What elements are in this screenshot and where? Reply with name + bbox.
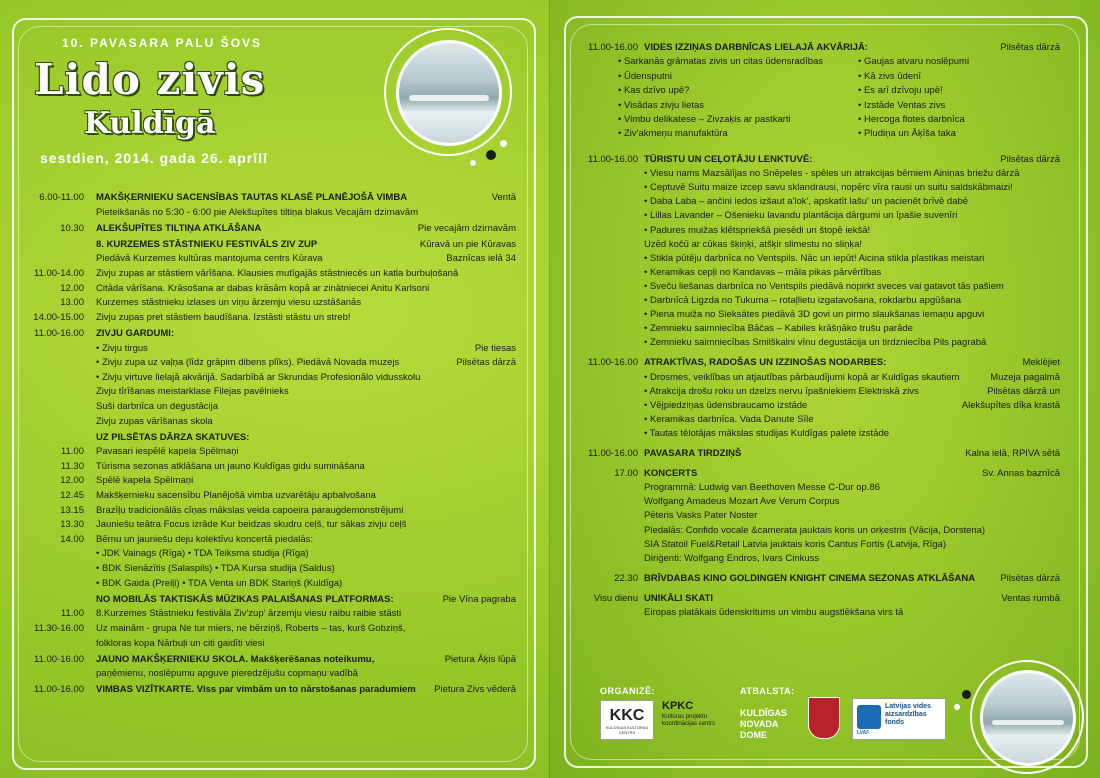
schedule-time: 11.00 <box>60 446 84 458</box>
schedule-text: Brazīļu tradicionālās cīņas mākslas veida capoeira paraugdemonstrējumi <box>96 504 404 516</box>
schedule-text: Spēlē kapela Spēlmaņi <box>96 475 194 487</box>
schedule-heading: PAVASARA TIRDZIŅŠ <box>644 448 742 459</box>
schedule-place: Pilsētas dārzā <box>1000 154 1060 165</box>
schedule-time: 6.00-11.00 <box>39 192 84 203</box>
schedule-place: Pietura Zivs vēderā <box>434 684 516 696</box>
schedule-time: 11.00-14.00 <box>33 268 84 279</box>
schedule-place: Sv. Annas baznīcā <box>982 468 1060 480</box>
schedule-text: • BDK Sienāzītis (Salaspils) • TDA Kursa studija (Saldus) <box>96 563 335 574</box>
schedule-text: • Zivju virtuve lielajā akvārijā. Sadarbībā ar Skrundas Profesionālo vidusskolu <box>96 371 421 383</box>
schedule-heading: 8. KURZEMES STĀSTNIEKU FESTIVĀLS ZIV ZUP <box>96 238 318 250</box>
schedule-text: • Stikla pūtēju darbnīca no Ventspils. Nāc un iepūt! Aicina stikla plastikas meistari <box>644 252 985 264</box>
waterfall-photo <box>396 40 502 146</box>
schedule-heading: UNIKĀLI SKATI <box>644 592 713 604</box>
kuldiga-logo-text: KULDĪGAS NOVADA DOME <box>740 708 787 740</box>
schedule-text: Pieteikšanās no 5:30 - 6:00 pie Alekšupītes tiltiņa blakus Vecajām dzirnavām <box>96 206 419 218</box>
schedule-heading: ALEKŠUPĪTES TILTIŅA ATKLĀŠANA <box>96 222 262 234</box>
schedule-text: • Atrakcija drošu roku un dzelzs nervu īpašniekiem Elektriskā zivs <box>644 385 919 397</box>
schedule-place: Pietura Āķis lūpā <box>444 653 516 665</box>
event-title: Lido zivis <box>34 55 266 104</box>
schedule-text: • Daba Laba – ančini iedos izšaut a'lok', apskatīt lašu' un pacienēt brīvē dabē <box>644 196 969 208</box>
schedule-text: • Viesu nams Mazsālījas no Snēpeles - spēles un atrakcijas bērniem Ainiņas briežu dārzā <box>644 168 1020 180</box>
schedule-text: Eiropas platākais ūdenskritums un vimbu augstlēkšana virs tā <box>644 607 904 618</box>
schedule-text: Suši darbnīca un degustācija <box>96 400 218 412</box>
right-page <box>550 0 1100 778</box>
schedule-text: paņēmienu, noslēpumu apguve pieredzējušu copmaņu vadībā <box>96 668 358 680</box>
kpkc-sub: Kultūras projektu koordinācijas centrs <box>662 714 716 727</box>
schedule-place: Muzeja pagalmā <box>990 371 1060 383</box>
schedule-place: Baznīcas ielā 34 <box>446 253 516 265</box>
schedule-time: Visu dienu <box>593 592 638 604</box>
schedule-text: Makšķernieku sacensību Planējošā vimba uzvarētāju apbalvošana <box>96 490 376 501</box>
schedule-text: • Sarkanās grāmatas zivis un citas ūdensradības <box>618 56 824 68</box>
schedule-time: 14.00 <box>60 533 84 545</box>
organize-label: ORGANIZĒ: <box>600 686 655 696</box>
schedule-text: Piedalās: Confido vocale &camerata jauktais koris un orķestris (Vācija, Dorstena) <box>644 524 986 536</box>
deco-dot <box>486 150 496 160</box>
schedule-place: Kūravā un pie Kūravas <box>419 238 516 250</box>
schedule-text: • Ūdensputni <box>618 70 673 82</box>
schedule-place: Meklējiet <box>1022 357 1060 369</box>
schedule-place: • Hercoga flotes darbnīca <box>858 114 965 125</box>
schedule-text: • Zemnieku saimniecības Smilškalni vīnu degustācija un tirdzniecība Pils pagrabā <box>644 337 987 349</box>
schedule-text: Pavasari iespēlē kapela Spēlmaņi <box>96 446 239 458</box>
schedule-place: Pilsētas dārzā <box>456 357 516 369</box>
schedule-time: 10.30 <box>60 222 84 234</box>
schedule-time: 12.45 <box>60 490 84 501</box>
lvaf-text: Latvijas vides aizsardzības fonds <box>885 703 931 726</box>
schedule-text: Wolfgang Amadeus Mozart Ave Verum Corpus <box>644 496 840 508</box>
schedule-text: Zivju zupas vārīšanas skola <box>96 415 213 427</box>
schedule-text: Diriģenti: Wolfgang Endros, Ivars Cinkuss <box>644 552 820 564</box>
schedule-place: Kalna ielā, RPIVA sētā <box>965 448 1060 459</box>
schedule-time: 11.30 <box>60 460 84 472</box>
schedule-place: Pilsētas dārzā un <box>987 385 1060 397</box>
schedule-text: Piedāvā Kurzemes kultūras mantojuma centrs Kūrava <box>96 253 323 265</box>
schedule-text: • Zivju zupa uz vaļņa (līdz grāpim dibens plīks). Piedāvā Novada muzejs <box>96 357 400 369</box>
schedule-text: • Sveču liešanas darbnīca no Ventspils piedāvā nopirkt sveces vai gatavot tās pašiem <box>644 280 1004 292</box>
waterfall-photo-bottom <box>980 670 1076 766</box>
schedule-text: • Keramikas darbnīca. Vada Danute Sīle <box>644 413 814 425</box>
schedule-text: • Piena muiža no Sieksātes piedāvā 3D govi un pirmo slaukšanas iemaņu apguvi <box>644 309 985 321</box>
schedule-place: • Es arī dzīvoju upē! <box>858 85 943 97</box>
kkc-logo-sub: KULDĪGAS KULTŪRAS CENTRS <box>605 725 649 735</box>
schedule-text: • Kas dzīvo upē? <box>618 85 690 97</box>
kkc-logo <box>600 700 654 740</box>
deco-dot <box>962 690 971 699</box>
schedule-heading: VIMBAS VIZĪTKARTE. Viss par vimbām un to nārstošanas paradumiem <box>96 684 416 696</box>
schedule-heading: VIDES IZZIŅAS DARBNĪCAS LIELAJĀ AKVĀRIJĀ: <box>644 42 868 53</box>
lvaf-short: LVAF <box>857 730 870 736</box>
schedule-time: 13.30 <box>60 519 84 531</box>
schedule-place: Pilsētas dārzā <box>1000 572 1060 584</box>
schedule-text: SIA Statoil Fuel&Retail Latvia jauktais koris Cantus Fortis (Latvija, Rīga) <box>644 538 947 550</box>
schedule-text: • Vimbu delikatese – Zivzaķis ar pastkarti <box>618 114 791 125</box>
schedule-text: 8.Kurzemes Stāstnieku festivāla Ziv'zup' ārzemju viesu raibu raibie stāsti <box>96 608 402 620</box>
schedule-text: • Keramikas cepļi no Kandavas – māla pikas pārvērtības <box>644 266 882 278</box>
lvaf-logo <box>852 698 946 740</box>
schedule-time: 11.30-16.00 <box>33 622 84 634</box>
schedule-time: 11.00-16.00 <box>587 42 638 53</box>
schedule-time: 14.00-15.00 <box>33 311 84 323</box>
schedule-time: 22.30 <box>614 572 638 584</box>
schedule-place: Alekšupītes dīķa krastā <box>961 399 1060 411</box>
schedule-place: • Pludiņa un Āķīša taka <box>858 128 956 140</box>
schedule-heading: BRĪVDABAS KINO GOLDINGEN KNIGHT CINEMA SEZONAS ATKLĀŠANA <box>644 572 976 584</box>
schedule-heading: ATRAKTĪVAS, RADOŠAS UN IZZINOŠAS NODARBES: <box>644 357 887 369</box>
schedule-time: 11.00 <box>60 608 84 620</box>
schedule-text: • Ceptuvē Suitu maize izcep savu sklandrausi, nopērc vīra rausi un suitu saldskābmaizi! <box>644 182 1013 194</box>
schedule-text: • Tautas tēlotājas mākslas studijas Kuldīgas palete izstāde <box>644 427 890 439</box>
schedule-text: Uz mainām - grupa Ne tur miers, ne bērziņš, Roberts – tas, kurš Gobziņš, <box>96 622 406 634</box>
event-date: sestdien, 2014. gada 26. aprīlī <box>40 150 268 166</box>
schedule-text: Pēteris Vasks Pater Noster <box>644 510 758 522</box>
schedule-text: Zivju zupas ar stāstiem vārīšana. Klausies mutīgajās stāstniecēs un katla burbuļošanā <box>96 268 459 279</box>
kpkc-logo: KPKC <box>662 700 694 712</box>
support-label: ATBALSTA: <box>740 686 795 696</box>
schedule-text: • Visādas zivju lietas <box>618 99 705 111</box>
schedule-text: Jauniešu teātra Focus izrāde Kur beidzas skudru ceļš, tur sākas zivju ceļš <box>96 519 407 531</box>
schedule-place: • Kā zivs ūdenī <box>858 70 921 82</box>
schedule-time: 11.00-16.00 <box>587 448 638 459</box>
kuldiga-crest <box>808 697 840 739</box>
lvaf-icon <box>857 705 881 729</box>
schedule-text: • Darbnīcā Ligzda no Tukuma – rotaļlietu izgatavošana, rokdarbu apgūšana <box>644 295 962 306</box>
event-kicker: 10. PAVASARA PALU ŠOVS <box>62 36 263 50</box>
schedule-text: • Zemnieku saimniecība Bāčas – Kabiles krāšņāko trušu parāde <box>644 323 913 335</box>
schedule-text: • JDK Vainags (Rīga) • TDA Teiksma studija (Rīga) <box>96 548 309 560</box>
schedule-text: Zivju zupas pret stāstiem baudīšana. Izstāsti stāstu un streb! <box>96 311 351 323</box>
schedule-text: Citāda vārīšana. Krāsošana ar dabas krāsām kopā ar zinātniecei Anitu Karlsoni <box>96 282 430 294</box>
event-subtitle: Kuldīgā <box>84 106 216 141</box>
schedule-place: Pie Vīna pagraba <box>442 593 516 605</box>
schedule-place: • Izstāde Ventas zivs <box>858 99 946 111</box>
schedule-text: • Lillas Lavander – Ošenieku lavandu plantācija dārgumi un īpašie suvenīri <box>644 210 958 222</box>
schedule-text: Zivju tīrīšanas meistarklase Filejas pavēlnieks <box>96 386 289 398</box>
schedule-place: Pie tiesas <box>474 342 516 354</box>
schedule-place: Pilsētas dārzā <box>1000 42 1060 53</box>
schedule-text: Kurzemes stāstnieku izlases un viņu ārzemju viesu uzstāšanās <box>96 297 362 309</box>
schedule-time: 12.00 <box>60 475 84 487</box>
schedule-text: • Vējpiedziņas ūdensbraucamo izstāde <box>644 399 808 411</box>
schedule-text: Bērnu un jauniešu deju kolektīvu koncertā piedalās: <box>96 533 314 545</box>
schedule-text: • Drosmes, veiklības un atjautības pārbaudījumi kopā ar Kuldīgas skautiem <box>644 371 960 383</box>
schedule-heading: JAUNO MAKŠĶERNIEKU SKOLA. Makšķerēšanas noteikumu, <box>96 653 375 665</box>
schedule-text: folkloras kopa Nārbuļi un citi gaidīti viesi <box>96 637 265 649</box>
schedule-text: • BDK Gaida (Preiļi) • TDA Venta un BDK Stariņš (Kuldīga) <box>96 577 343 589</box>
kkc-logo-text: KKC <box>609 707 645 724</box>
schedule-time: 17.00 <box>614 468 638 480</box>
schedule-time: 11.00-16.00 <box>33 327 84 339</box>
schedule-time: 12.00 <box>60 282 84 294</box>
schedule-text: Programmā: Ludwig van Beethoven Messe C-Dur op.86 <box>644 482 881 494</box>
schedule-heading: UZ PILSĒTAS DĀRZA SKATUVES: <box>96 431 250 443</box>
schedule-place: • Gaujas atvaru noslēpumi <box>858 56 970 68</box>
schedule-heading: TŪRISTU UN CEĻOTĀJU LENKTUVĒ: <box>644 154 813 165</box>
schedule-heading: MAKŠĶERNIEKU SACENSĪBAS TAUTAS KLASĒ PLANĒJOŠĀ VIMBA <box>96 192 408 203</box>
schedule-text: Tūrisma sezonas atklāšana un jauno Kuldīgas gidu sumināšana <box>96 460 365 472</box>
schedule-text: • Padures muižas klētspriekšā piesēdi un štopē iekšā! <box>644 224 871 236</box>
schedule-time: 11.00-16.00 <box>33 653 84 665</box>
deco-dot <box>470 160 476 166</box>
schedule-heading: ZIVJU GARDUMI: <box>96 327 175 339</box>
schedule-time: 11.00-16.00 <box>587 357 638 369</box>
schedule-text: • Zivju tirgus <box>96 342 148 354</box>
schedule-text: • Ziv'akmeņu manufaktūra <box>618 128 728 140</box>
schedule-heading: KONCERTS <box>644 468 698 480</box>
schedule-heading: NO MOBILĀS TAKTISKĀS MŪZIKAS PALAIŠANAS PLATFORMAS: <box>96 593 394 605</box>
deco-dot <box>954 704 960 710</box>
schedule-time: 13.00 <box>60 297 84 309</box>
schedule-place: Ventā <box>491 192 516 203</box>
schedule-place: Ventas rumbā <box>1001 592 1060 604</box>
schedule-place: Pie vecajām dzirnavām <box>417 222 516 234</box>
deco-dot <box>500 140 507 147</box>
schedule-time: 11.00-16.00 <box>587 154 638 165</box>
schedule-text: Uzēd kočū ar cūkas šķiņķi, atšķir slimestu no sliņķa! <box>644 238 863 250</box>
schedule-time: 13.15 <box>60 504 84 516</box>
schedule-time: 11.00-16.00 <box>33 684 84 696</box>
